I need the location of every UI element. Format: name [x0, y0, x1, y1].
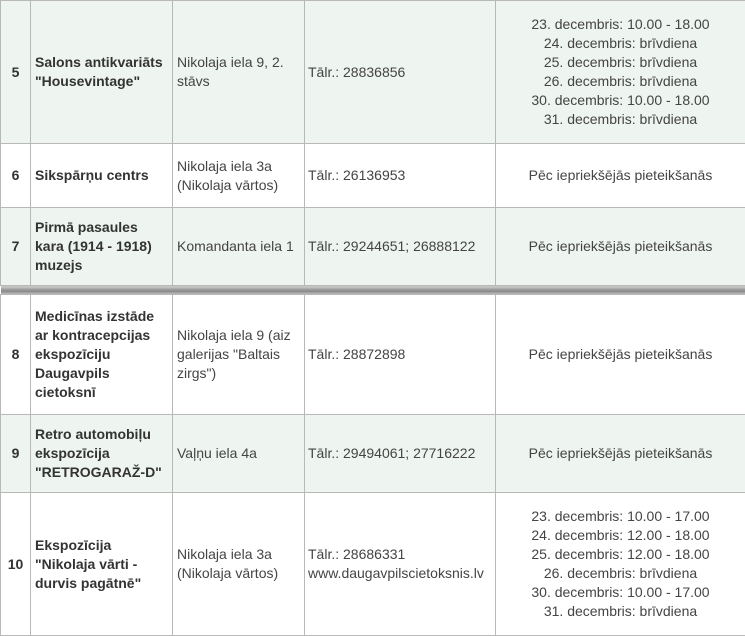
venue-name-line: Ekspozīcija [35, 536, 168, 555]
address-lines [177, 157, 300, 195]
hours-cell [496, 144, 745, 208]
venue-name-lines [35, 307, 168, 402]
hours-cell [496, 493, 745, 636]
address-line: galerijas "Baltais [177, 345, 300, 364]
address-lines [177, 326, 300, 383]
table-row [1, 493, 745, 636]
venue-name-line: Pirmā pasaules [35, 218, 168, 237]
phone-lines [308, 345, 491, 364]
venue-name-lines [35, 166, 168, 185]
venue-name-cell [31, 144, 173, 208]
page-separator [1, 286, 745, 295]
phone-line: Tālr.: 28872898 [308, 345, 491, 364]
table-row [1, 295, 745, 415]
row-number: 7 [1, 208, 31, 286]
address-line: Nikolaja iela 9, 2. [177, 53, 300, 72]
hours-line: 25. decembris: brīvdiena [500, 53, 741, 72]
phone-line: Tālr.: 28836856 [308, 63, 491, 82]
phone-cell [305, 415, 496, 493]
hours-line: 23. decembris: 10.00 - 17.00 [500, 507, 741, 526]
venue-name-line: "Nikolaja vārti - [35, 555, 168, 574]
hours-line: 31. decembris: brīvdiena [500, 602, 741, 621]
venue-name-line: kara (1914 - 1918) [35, 237, 168, 256]
venue-name-line: muzejs [35, 256, 168, 275]
venue-name-cell [31, 208, 173, 286]
row-number: 10 [1, 493, 31, 636]
row-number: 5 [1, 1, 31, 144]
hours-line: 25. decembris: 12.00 - 18.00 [500, 545, 741, 564]
phone-lines [308, 545, 491, 583]
hours-lines [500, 237, 741, 256]
address-lines [177, 444, 300, 463]
hours-line: 30. decembris: 10.00 - 18.00 [500, 91, 741, 110]
address-cell [173, 415, 305, 493]
row-number: 8 [1, 295, 31, 415]
phone-line: www.daugavpilscietoksnis.lv [308, 564, 491, 583]
address-line: Komandanta iela 1 [177, 237, 300, 256]
row-number: 9 [1, 415, 31, 493]
phone-lines [308, 237, 491, 256]
venue-name-line: durvis pagātnē" [35, 574, 168, 593]
venue-name-line: cietoksnī [35, 383, 168, 402]
hours-line: 30. decembris: 10.00 - 17.00 [500, 583, 741, 602]
address-line: Nikolaja iela 9 (aiz [177, 326, 300, 345]
hours-lines [500, 345, 741, 364]
venue-name-cell [31, 295, 173, 415]
phone-line: Tālr.: 29494061; 27716222 [308, 444, 491, 463]
venue-name-line: Medicīnas izstāde [35, 307, 168, 326]
hours-line: 24. decembris: 12.00 - 18.00 [500, 526, 741, 545]
table-row [1, 415, 745, 493]
phone-cell [305, 493, 496, 636]
venue-name-line: Sikspārņu centrs [35, 166, 168, 185]
phone-cell [305, 144, 496, 208]
venue-name-line: ar kontracepcijas [35, 326, 168, 345]
phone-lines [308, 63, 491, 82]
address-cell [173, 1, 305, 144]
hours-line: 23. decembris: 10.00 - 18.00 [500, 15, 741, 34]
hours-line: 26. decembris: brīvdiena [500, 72, 741, 91]
phone-cell [305, 208, 496, 286]
address-line: zirgs") [177, 364, 300, 383]
address-line: (Nikolaja vārtos) [177, 564, 300, 583]
venue-name-line: ekspozīciju [35, 345, 168, 364]
hours-cell [496, 1, 745, 144]
address-lines [177, 545, 300, 583]
hours-line: Pēc iepriekšējās pieteikšanās [500, 345, 741, 364]
separator-bar [1, 286, 745, 295]
venue-name-lines [35, 53, 168, 91]
address-cell [173, 208, 305, 286]
venue-name-line: "Housevintage" [35, 72, 168, 91]
hours-line: Pēc iepriekšējās pieteikšanās [500, 237, 741, 256]
address-cell [173, 295, 305, 415]
table-row [1, 144, 745, 208]
phone-lines [308, 166, 491, 185]
phone-line: Tālr.: 29244651; 26888122 [308, 237, 491, 256]
venue-name-cell [31, 1, 173, 144]
venue-name-lines [35, 218, 168, 275]
venue-name-line: Retro automobiļu [35, 425, 168, 444]
hours-cell [496, 208, 745, 286]
phone-line: Tālr.: 26136953 [308, 166, 491, 185]
table-row [1, 208, 745, 286]
hours-line: Pēc iepriekšējās pieteikšanās [500, 166, 741, 185]
phone-cell [305, 1, 496, 144]
venue-name-line: Daugavpils [35, 364, 168, 383]
table-body [1, 1, 745, 636]
venue-name-lines [35, 425, 168, 482]
row-number: 6 [1, 144, 31, 208]
hours-lines [500, 507, 741, 621]
hours-line: 26. decembris: brīvdiena [500, 564, 741, 583]
address-line: Nikolaja iela 3a [177, 157, 300, 176]
address-lines [177, 53, 300, 91]
venue-name-lines [35, 536, 168, 593]
hours-line: 24. decembris: brīvdiena [500, 34, 741, 53]
phone-cell [305, 295, 496, 415]
venue-name-cell [31, 415, 173, 493]
hours-lines [500, 166, 741, 185]
venue-name-cell [31, 493, 173, 636]
hours-line: Pēc iepriekšējās pieteikšanās [500, 444, 741, 463]
address-line: stāvs [177, 72, 300, 91]
hours-cell [496, 295, 745, 415]
venue-name-line: Salons antikvariāts [35, 53, 168, 72]
venue-name-line: "RETROGARAŽ-D" [35, 463, 168, 482]
table-row [1, 1, 745, 144]
address-line: Nikolaja iela 3a [177, 545, 300, 564]
phone-lines [308, 444, 491, 463]
address-cell [173, 493, 305, 636]
address-line: Vaļņu iela 4a [177, 444, 300, 463]
address-cell [173, 144, 305, 208]
hours-lines [500, 444, 741, 463]
hours-cell [496, 415, 745, 493]
hours-line: 31. decembris: brīvdiena [500, 110, 741, 129]
address-lines [177, 237, 300, 256]
venue-name-line: ekspozīcija [35, 444, 168, 463]
address-line: (Nikolaja vārtos) [177, 176, 300, 195]
phone-line: Tālr.: 28686331 [308, 545, 491, 564]
hours-lines [500, 15, 741, 129]
